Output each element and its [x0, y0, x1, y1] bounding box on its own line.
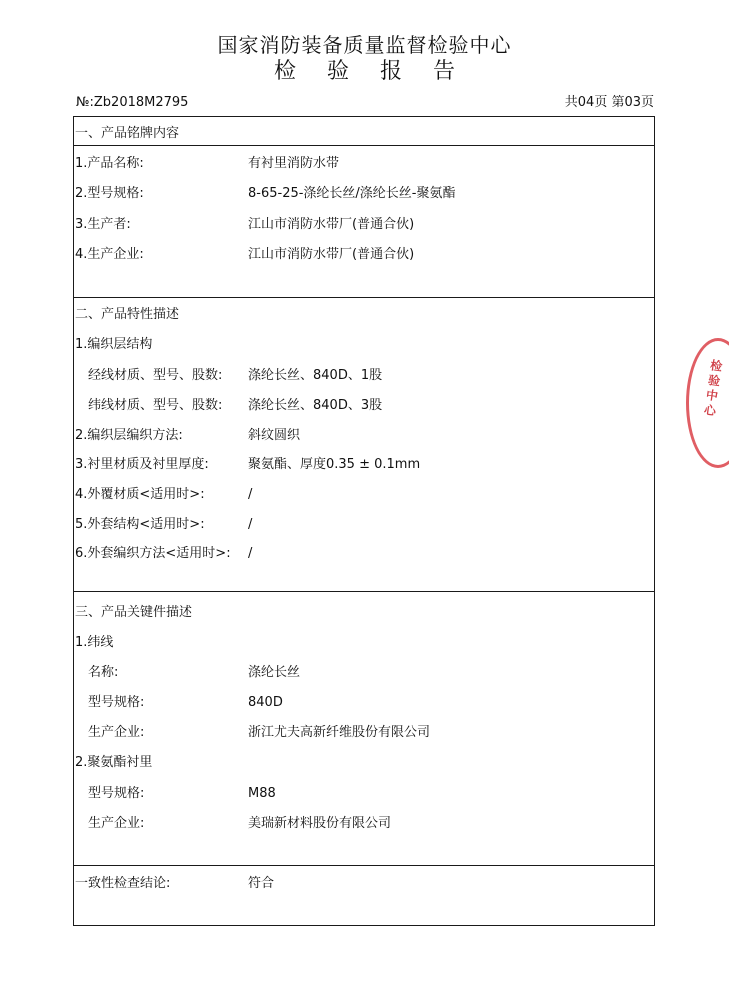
field-label: 生产企业:: [88, 816, 145, 831]
page-info: 共04页 第03页: [564, 95, 654, 110]
field-label: 纬线材质、型号、股数:: [88, 398, 223, 413]
section-heading-text: 三、产品关键件描述: [75, 605, 193, 620]
field-row-product-name: [0, 154, 729, 174]
field-value: 聚氨酯、厚度0.35 ± 0.1mm: [248, 457, 421, 472]
field-value: /: [248, 546, 253, 561]
seal-text: 检验中心: [703, 358, 724, 419]
field-row-jacket-weave: [0, 544, 729, 564]
field-label: 4.生产企业:: [75, 247, 144, 262]
conclusion-value: 符合: [248, 876, 275, 891]
field-row-lining-manufacturer: [0, 814, 729, 834]
field-value: 江山市消防水带厂(普通合伙): [248, 247, 415, 262]
field-label: 1.产品名称:: [75, 156, 144, 171]
field-label: 型号规格:: [88, 695, 145, 710]
subheading-text: 1.纬线: [75, 635, 114, 650]
field-value: 涤纶长丝: [248, 665, 301, 680]
divider-line: [73, 865, 655, 866]
field-label: 3.生产者:: [75, 217, 131, 232]
field-row-weft-name: [0, 663, 729, 683]
field-label: 2.编织层编织方法:: [75, 428, 183, 443]
field-label: 经线材质、型号、股数:: [88, 368, 223, 383]
field-row-outer-cover: [0, 485, 729, 505]
field-row-producer: [0, 215, 729, 235]
field-row-lining-spec: [0, 784, 729, 804]
report-number: №:Zb2018M2795: [76, 95, 189, 110]
field-value: 涤纶长丝、840D、3股: [248, 398, 383, 413]
field-row-warp: [0, 366, 729, 386]
field-row-weft: [0, 396, 729, 416]
field-value: 美瑞新材料股份有限公司: [248, 816, 392, 831]
field-row-weft-manufacturer: [0, 723, 729, 743]
divider-line: [73, 145, 655, 146]
field-row-jacket-structure: [0, 515, 729, 535]
field-label: 型号规格:: [88, 786, 145, 801]
divider-line: [73, 297, 655, 298]
field-value: 840D: [248, 695, 283, 710]
conclusion-row: [0, 874, 729, 894]
field-row-weft-spec: [0, 693, 729, 713]
field-value: 8-65-25-涤纶长丝/涤纶长丝-聚氨酯: [248, 186, 456, 201]
field-label: 5.外套结构<适用时>:: [75, 517, 205, 532]
field-label: 6.外套编织方法<适用时>:: [75, 546, 231, 561]
field-label: 2.型号规格:: [75, 186, 144, 201]
report-title: 检 验 报 告: [274, 59, 467, 84]
field-row-manufacturer: [0, 245, 729, 265]
field-label: 生产企业:: [88, 725, 145, 740]
field-value: 有衬里消防水带: [248, 156, 340, 171]
conclusion-label: 一致性检查结论:: [75, 876, 171, 891]
subheading-text: 2.聚氨酯衬里: [75, 755, 153, 770]
red-seal-stamp: [686, 338, 729, 468]
field-value: M88: [248, 786, 276, 801]
field-value: 涤纶长丝、840D、1股: [248, 368, 383, 383]
divider-line: [73, 591, 655, 592]
section-heading-text: 一、产品铭牌内容: [75, 126, 180, 141]
field-row-weave-method: [0, 426, 729, 446]
field-label: 4.外覆材质<适用时>:: [75, 487, 205, 502]
field-value: 斜纹圆织: [248, 428, 301, 443]
field-row-model-spec: [0, 184, 729, 204]
field-value: /: [248, 487, 253, 502]
field-value: 浙江尤夫高新纤维股份有限公司: [248, 725, 431, 740]
institution-title: 国家消防装备质量监督检验中心: [217, 33, 512, 57]
section-heading-text: 二、产品特性描述: [75, 307, 180, 322]
field-value: /: [248, 517, 253, 532]
field-row-lining: [0, 455, 729, 475]
subheading-text: 1.编织层结构: [75, 337, 153, 352]
field-label: 名称:: [88, 665, 119, 680]
field-value: 江山市消防水带厂(普通合伙): [248, 217, 415, 232]
field-label: 3.衬里材质及衬里厚度:: [75, 457, 209, 472]
